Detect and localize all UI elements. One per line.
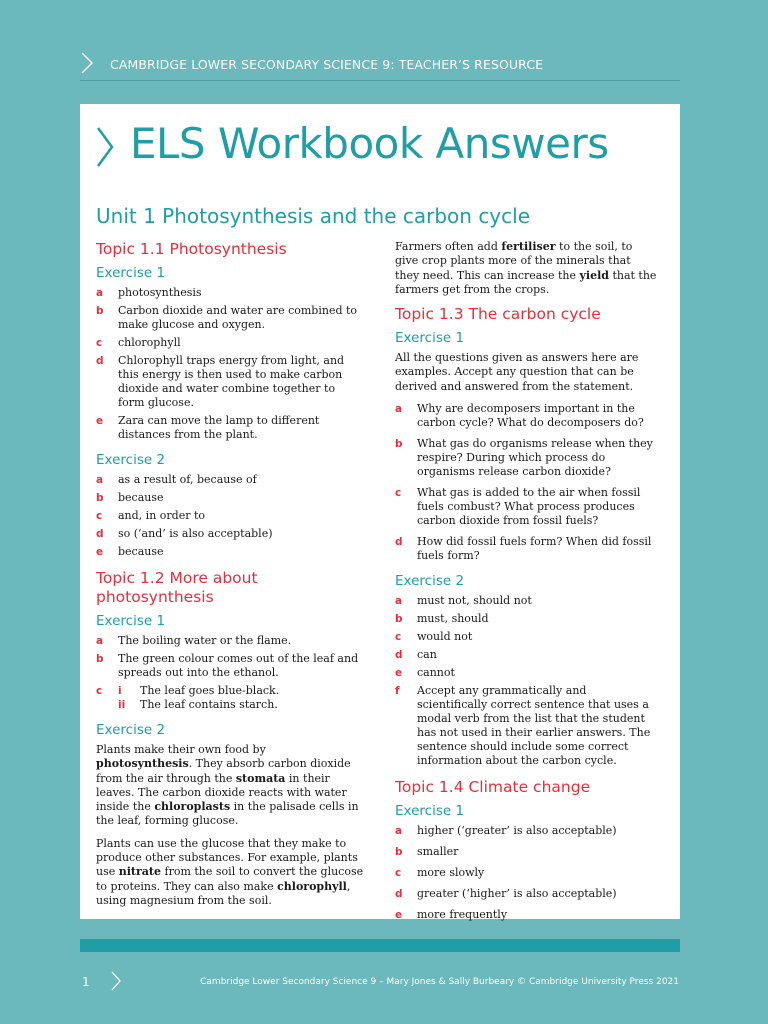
item-text: Carbon dioxide and water are combined to make glucose and oxygen. xyxy=(118,304,358,331)
exercise-heading: Exercise 1 xyxy=(395,330,465,347)
item-letter: d xyxy=(395,888,403,901)
running-header xyxy=(80,48,680,81)
item-text: The leaf contains starch. xyxy=(140,698,278,711)
item-text: would not xyxy=(417,630,473,644)
item-letter: d xyxy=(395,649,403,662)
item-text: because xyxy=(118,545,164,558)
right-column xyxy=(395,240,657,926)
item-text: can xyxy=(417,648,437,662)
item-text: must not, should not xyxy=(417,594,532,608)
answer-item xyxy=(96,286,364,300)
item-letter: a xyxy=(395,403,403,416)
answer-item xyxy=(395,684,657,768)
answer-item xyxy=(96,509,364,523)
answer-item xyxy=(395,648,657,662)
answer-item xyxy=(395,535,657,563)
item-letter: c xyxy=(96,685,103,697)
answer-item xyxy=(395,666,657,680)
answer-item xyxy=(96,634,364,648)
answer-item xyxy=(96,491,364,505)
item-letter: d xyxy=(96,355,104,367)
item-letter: a xyxy=(96,474,104,486)
item-text: chlorophyll xyxy=(118,336,181,349)
item-letter: b xyxy=(395,438,403,451)
answer-item xyxy=(96,336,364,350)
item-letter: f xyxy=(395,685,400,698)
topic-heading-line: photosynthesis xyxy=(96,588,214,606)
answer-paragraph: Plants can use the glucose that they make to produce other substances. For example, plants use nitrate from the soil to convert the glucose to proteins. They can also make chlorophyll, using magnesium from the soil. xyxy=(96,836,364,907)
answer-item xyxy=(96,527,364,541)
item-letter: c xyxy=(395,487,402,500)
item-text: as a result of, because of xyxy=(118,473,257,486)
topic-heading: Topic 1.3 The carbon cycle xyxy=(395,305,601,324)
item-text: so (‘and’ is also acceptable) xyxy=(118,527,273,540)
exercise-heading: Exercise 1 xyxy=(96,613,166,629)
item-letter: b xyxy=(395,613,403,626)
answer-item xyxy=(395,824,657,838)
answer-paragraph: Plants make their own food by photosynthesis. They absorb carbon dioxide from the air through the stomata in their leaves. The carbon dioxide reacts with water inside the chloroplasts in the palisade cells in the leaf, forming glucose. xyxy=(96,743,359,828)
answer-item xyxy=(96,545,364,559)
unit-title: Unit 1 Photosynthesis and the carbon cycle xyxy=(96,204,531,228)
item-letter: b xyxy=(96,653,104,665)
item-letter: c xyxy=(96,510,103,522)
topic-heading-line: Topic 1.2 More about xyxy=(96,569,258,587)
item-text: The boiling water or the flame. xyxy=(118,634,292,647)
answer-item xyxy=(395,612,657,626)
item-text: Zara can move the lamp to different distances from the plant. xyxy=(118,414,320,441)
answer-item xyxy=(395,887,657,901)
item-letter: c xyxy=(96,337,103,349)
answer-item xyxy=(96,652,364,680)
answer-item xyxy=(395,437,657,479)
page-title-row xyxy=(93,119,673,179)
answer-item xyxy=(395,845,657,859)
footer-bar xyxy=(80,939,680,952)
exercise-heading: Exercise 2 xyxy=(96,722,166,738)
answer-paragraph: Farmers often add fertiliser to the soil, to give crop plants more of the minerals that they need. This can increase the yield that the farmers get from the crops. xyxy=(395,240,657,296)
item-text: must, should xyxy=(417,612,489,626)
item-letter: a xyxy=(96,635,104,647)
item-subletter: ii xyxy=(118,699,126,711)
item-text: greater (‘higher’ is also acceptable) xyxy=(417,887,617,901)
page-content xyxy=(80,104,680,922)
item-letter: e xyxy=(395,667,403,680)
item-text: more slowly xyxy=(417,866,485,880)
footer-credit: Cambridge Lower Secondary Science 9 – Mary Jones & Sally Burbeary © Cambridge University Press 2021 xyxy=(200,977,679,987)
topic-heading xyxy=(96,569,364,607)
item-text: How did fossil fuels form? When did fossil fuels form? xyxy=(417,535,652,563)
item-text: higher (‘greater’ is also acceptable) xyxy=(417,824,617,838)
item-text: The green colour comes out of the leaf and spreads out into the ethanol. xyxy=(118,652,359,679)
item-letter: e xyxy=(96,546,104,558)
chevron-right-icon xyxy=(80,51,94,75)
item-letter: b xyxy=(96,305,104,317)
item-text: What gas do organisms release when they respire? During which process do organisms release carbon dioxide? xyxy=(417,437,653,479)
item-letter: d xyxy=(96,528,104,540)
item-text: Accept any grammatically and scientifically correct sentence that uses a modal verb from the list that the student has not used in their earlier answers. The sentence should include some correct information about the carbon cycle. xyxy=(417,684,651,768)
answer-item xyxy=(96,304,364,332)
chevron-right-icon xyxy=(110,970,122,992)
answer-item xyxy=(395,630,657,644)
item-text: Why are decomposers important in the carbon cycle? What do decomposers do? xyxy=(417,402,644,430)
left-column xyxy=(96,240,364,916)
exercise-heading: Exercise 2 xyxy=(96,452,166,468)
item-text: more frequently xyxy=(417,908,508,922)
item-letter: a xyxy=(395,595,403,608)
item-text: Chlorophyll traps energy from light, and this energy is then used to make carbon dioxide and water combine together to form glucose. xyxy=(118,354,345,409)
answer-item xyxy=(395,908,657,922)
chevron-right-icon xyxy=(95,125,115,169)
item-letter: d xyxy=(395,536,403,549)
item-text: smaller xyxy=(417,845,459,859)
topic-heading: Topic 1.4 Climate change xyxy=(395,778,591,797)
item-letter: b xyxy=(395,846,403,859)
answer-item xyxy=(96,698,364,712)
answer-item xyxy=(395,402,657,430)
item-text: What gas is added to the air when fossil fuels combust? What process produces carbon dioxide from fossil fuels? xyxy=(417,486,641,528)
answer-item xyxy=(395,866,657,880)
topic-heading: Topic 1.1 Photosynthesis xyxy=(96,240,287,258)
page-title: ELS Workbook Answers xyxy=(130,119,609,168)
exercise-heading: Exercise 2 xyxy=(395,573,465,590)
answer-item xyxy=(395,486,657,528)
answer-item xyxy=(96,684,364,698)
answer-item xyxy=(395,594,657,608)
exercise-intro: All the questions given as answers here are examples. Accept any question that can be derived and answered from the statement. xyxy=(395,351,639,393)
item-letter: c xyxy=(395,631,402,644)
item-subletter: i xyxy=(118,685,122,697)
item-text: The leaf goes blue-black. xyxy=(140,684,280,697)
item-text: photosynthesis xyxy=(118,286,202,299)
page-number: 1 xyxy=(82,975,90,989)
exercise-heading: Exercise 1 xyxy=(395,803,465,820)
item-letter: a xyxy=(96,287,104,299)
item-letter: a xyxy=(395,825,403,838)
item-text: and, in order to xyxy=(118,509,206,522)
exercise-heading: Exercise 1 xyxy=(96,265,166,281)
item-text: because xyxy=(118,491,164,504)
item-letter: b xyxy=(96,492,104,504)
header-text: CAMBRIDGE LOWER SECONDARY SCIENCE 9: TEACHER’S RESOURCE xyxy=(110,57,544,72)
answer-item xyxy=(96,354,364,410)
answer-item xyxy=(96,414,364,442)
item-letter: e xyxy=(96,415,104,427)
item-letter: e xyxy=(395,909,403,922)
item-text: cannot xyxy=(417,666,455,680)
item-letter: c xyxy=(395,867,402,880)
answer-item xyxy=(96,473,364,487)
